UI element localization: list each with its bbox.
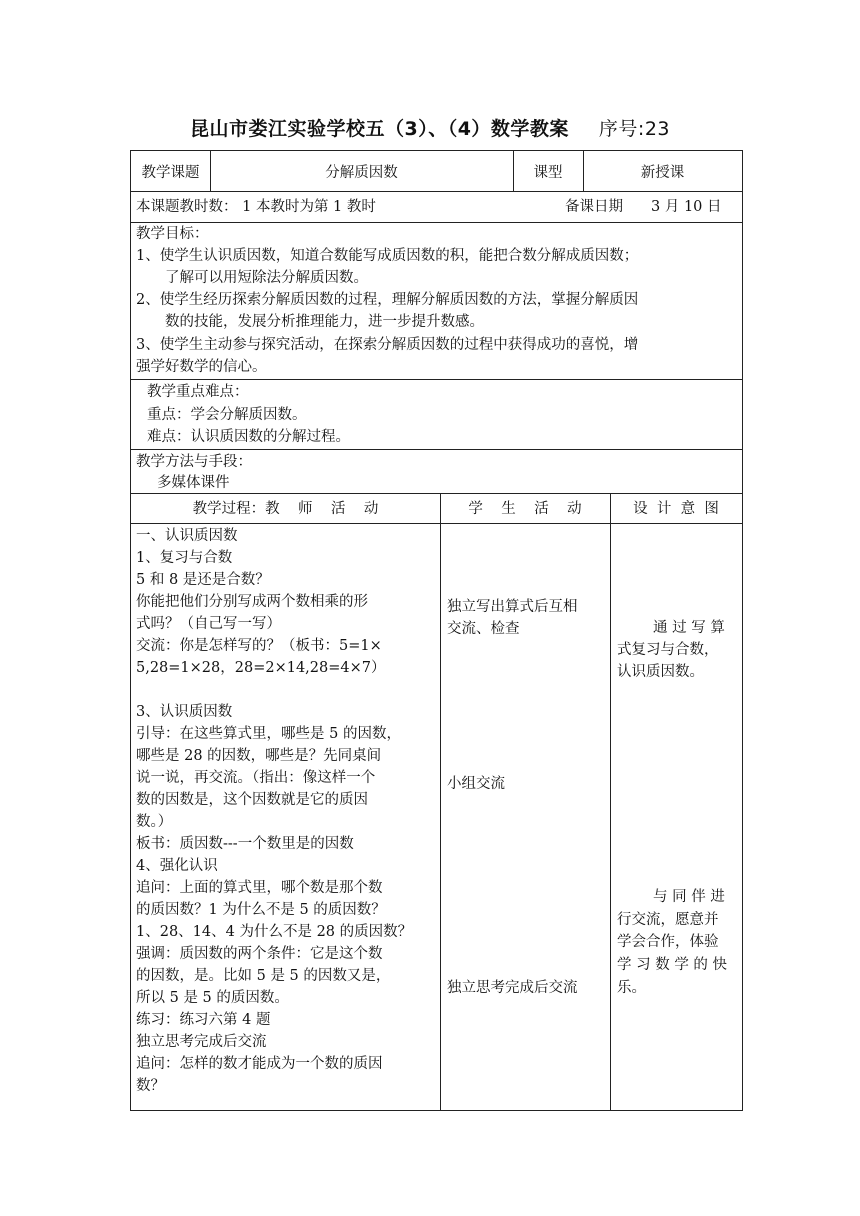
teacher-line: 数的因数是，这个因数就是它的质因 — [136, 792, 368, 808]
student-activity-3: 独立思考完成后交流 — [447, 980, 578, 996]
row-divider — [131, 449, 742, 450]
teacher-line: 板书：质因数---一个数里是的因数 — [136, 836, 354, 852]
topic-value: 分解质因数 — [325, 165, 398, 181]
col-divider — [440, 493, 441, 1110]
lesson-hours: 本课题教时数： 1 本教时为第 1 教时 — [136, 199, 376, 215]
design-intent-2: 学 习 数 学 的 快 — [617, 957, 728, 973]
prep-date: 3 月 10 日 — [651, 199, 722, 215]
student-activity-header: 学 生 活 动 — [468, 501, 582, 517]
teacher-line: 的质因数？1 为什么不是 5 的质因数？ — [136, 902, 386, 918]
design-intent-1: 通 过 写 算 — [653, 620, 725, 636]
design-intent-header: 设 计 意 图 — [633, 501, 719, 517]
teacher-line: 追问：上面的算式里，哪个数是那个数 — [136, 880, 383, 896]
page-title — [0, 114, 860, 141]
serial-number: 序号:23 — [598, 118, 671, 140]
row-divider — [131, 523, 742, 524]
objective-line: 3、使学生主动参与探究活动，在探索分解质因数的过程中获得成功的喜悦，增 — [136, 337, 639, 353]
objective-line: 1、使学生认识质因数，知道合数能写成质因数的积，能把合数分解成质因数； — [136, 248, 639, 264]
objective-line: 强学好数学的信心。 — [136, 359, 267, 375]
teacher-line: 1、复习与合数 — [136, 550, 233, 566]
title-text: 昆山市娄江实验学校五（3）、（4）数学教案 — [189, 118, 569, 140]
teacher-line: 一、认识质因数 — [136, 528, 238, 544]
teacher-activity-header: 教学过程：教 师 活 动 — [192, 501, 379, 517]
design-intent-1: 认识质因数。 — [617, 664, 704, 680]
objective-line: 2、使学生经历探索分解质因数的过程，理解分解质因数的方法，掌握分解质因 — [136, 292, 639, 308]
teacher-line: 3、认识质因数 — [136, 704, 233, 720]
teacher-line: 强调：质因数的两个条件：它是这个数 — [136, 946, 383, 962]
teacher-line: 所以 5 是 5 的质因数。 — [136, 990, 289, 1006]
student-activity-1: 独立写出算式后互相 — [447, 599, 578, 615]
row-divider — [131, 222, 742, 223]
design-intent-2: 乐。 — [617, 980, 646, 996]
lesson-plan-table — [130, 150, 743, 1111]
teacher-line: 的因数，是。比如 5 是 5 的因数又是， — [136, 968, 391, 984]
teacher-line: 数。） — [136, 814, 173, 830]
key-point-focus: 重点：学会分解质因数。 — [147, 407, 307, 423]
teacher-line: 引导：在这些算式里，哪些是 5 的因数， — [136, 726, 401, 742]
type-label: 课型 — [533, 165, 563, 181]
teacher-line-blank — [136, 679, 438, 701]
teacher-line: 练习：练习六第 4 题 — [136, 1012, 271, 1028]
teacher-line: 5 和 8 是还是合数？ — [136, 572, 270, 588]
student-activity-2: 小组交流 — [447, 776, 505, 792]
teacher-line: 独立思考完成后交流 — [136, 1034, 267, 1050]
teacher-line: 你能把他们分别写成两个数相乘的形 — [136, 594, 368, 610]
objective-line: 数的技能，发展分析推理能力，进一步提升数感。 — [165, 314, 484, 330]
topic-label: 教学课题 — [141, 165, 200, 181]
design-intent-1: 式复习与合数， — [617, 642, 719, 658]
teacher-line: 5,28=1×28，28=2×14,28=4×7） — [136, 660, 386, 676]
student-activity-1: 交流、检查 — [447, 621, 520, 637]
type-value: 新授课 — [640, 165, 685, 181]
row-divider — [131, 379, 742, 380]
teacher-line: 追问：怎样的数才能成为一个数的质因 — [136, 1056, 383, 1072]
teacher-line: 说一说，再交流。（指出：像这样一个 — [136, 770, 376, 786]
teacher-line: 4、强化认识 — [136, 858, 218, 874]
methods-content: 多媒体课件 — [157, 475, 230, 491]
prep-date-label: 备课日期 — [565, 199, 623, 215]
teacher-line: 式吗？（自己写一写） — [136, 616, 281, 632]
design-intent-2: 学会合作，体验 — [617, 934, 719, 950]
teacher-line: 交流：你是怎样写的？（板书：5=1× — [136, 638, 382, 654]
teacher-activity-text — [136, 525, 438, 1097]
teacher-line: 数？ — [136, 1078, 165, 1094]
key-points-heading: 教学重点难点： — [147, 384, 249, 400]
col-divider — [610, 493, 611, 1110]
key-point-difficulty: 难点：认识质因数的分解过程。 — [147, 429, 350, 445]
teacher-line: 哪些是 28 的因数，哪些是？先同桌间 — [136, 748, 382, 764]
objective-line: 了解可以用短除法分解质因数。 — [165, 270, 368, 286]
design-intent-2: 行交流，愿意并 — [617, 912, 719, 928]
row-divider — [131, 191, 742, 192]
design-intent-2: 与 同 伴 进 — [653, 889, 725, 905]
methods-heading: 教学方法与手段： — [136, 454, 252, 470]
teacher-line: 1、28、14、4 为什么不是 28 的质因数？ — [136, 924, 413, 940]
objectives-heading: 教学目标： — [136, 226, 209, 242]
